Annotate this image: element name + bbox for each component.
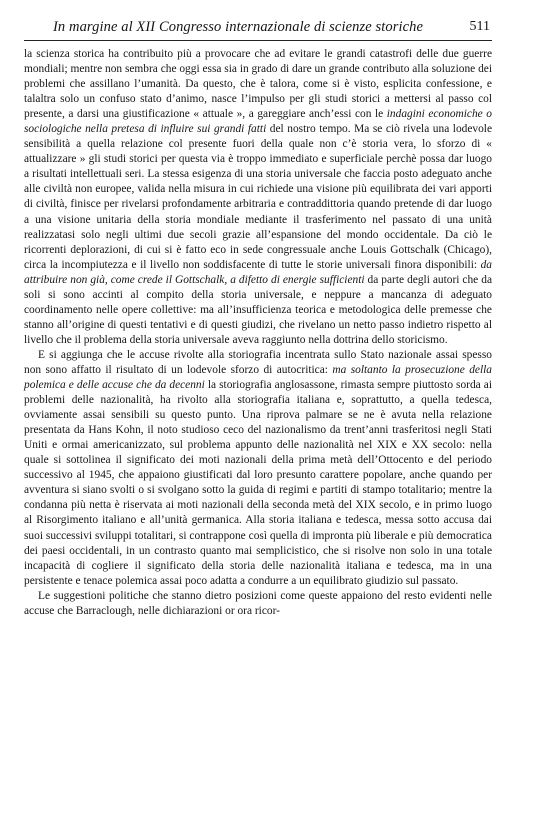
italic-segment: indagini economiche o sociologiche nella pretesa di influire sui grandi fatti	[24, 108, 492, 136]
paragraph-3	[24, 589, 492, 619]
page-number: 511	[469, 19, 490, 34]
document-page	[24, 14, 492, 619]
text-segment: la storiografia anglosassone, rimasta sempre piuttosto sorda ai problemi delle nazionalità, ha rivolto alla storiografia italiana e, soprattutto, a quella tedesca, ovviamente assai sensibili su questo punto. Una riprova palmare se ne è avuta nella relazione presentata da Hans Kohn, il noto studioso ceco del nazionalismo da trent’anni trasferitosi negli Stati Uniti e ormai americanizzato, sul problema appunto delle nazionalità nel XIX e XX secolo: nella quale si sottolinea il significato dei moti nazionali della prima metà dell’Ottocento e del periodo successivo al 1945, che appaiono giustificati dal loro presunto carattere popolare, anche quando per avventura si siano svolti o si svolgano sotto la guida di regimi e partiti di stampo totalitario; mentre la condanna più netta è riservata ai moti nazionali della seconda metà del XIX secolo, e in primo luogo al Risorgimento italiano e all’unità germanica. Alla storia italiana e tedesca, messa sotto accusa dai suoi successivi sviluppi totalitari, si contrappone così quella di impronta più liberale e più democratica dei paesi occidentali, in un contrasto quanto mai semplicistico, che si risolve non solo in una totale incapacità di cogliere il significato della storia delle nazionalità italiana e tedesca, ma in una persistente e tenace polemica assai poco adatta a condurre a un equilibrato giudizio sul passato.	[24, 379, 492, 587]
text-segment: la scienza storica ha contribuito più a provocare che ad evitare le grandi catastrofi delle due guerre mondiali; mentre non sembra che oggi essa sia in grado di dare un grande contributo alla soluzione dei problemi che assillano l’umanità. Da questo, che è talora, come si è visto, esplicita confessione, e talaltra solo un confuso stato d’animo, nasce l’impulso per gli studi storici a mettersi al passo col presente, a darsi una giustificazione « attuale », a gareggiare anch’essi con le	[24, 48, 492, 121]
text-segment: E si aggiunga che le accuse rivolte alla storiografia incentrata sullo Stato nazionale assai spesso non sono affatto il risultato di un lodevole sforzo di autocritica:	[24, 348, 492, 376]
italic-segment: ma soltanto la prosecuzione della polemica e delle accuse che da decenni	[24, 363, 493, 392]
text-segment: del nostro tempo. Ma se ciò rivela una lodevole sensibilità a quella relazione col presente fuori della quale non c’è storia vera, lo sforzo di « attualizzare » gli studi storici per questa via è troppo immediato e superficiale perchè possa dar luogo a risultati intellettuali seri. La stessa esigenza di una storia universale che faccia posto adeguato anche alle civiltà non europee, valida nella misura in cui richiede una visione più equilibrata dei vari apporti di civiltà, finisce per rivelarsi profondamente arbitraria e contraddittoria quando pretende di dar luogo a una visione unitaria della storia mondiale mediante il trasferimento nel passato di una unità realizzatasi solo negli ultimi due secoli grazie all’espansione del mondo occidentale. Da ciò le ricorrenti deplorazioni, di cui si è fatto eco in sede congressuale anche Louis Gottschalk (Chicago), circa la incompiutezza e il livello non soddisfacente di tutte le storie universali finora disponibili:	[24, 123, 493, 271]
text-segment: Le suggestioni politiche che stanno dietro posizioni come queste appaiono del resto evidenti nelle accuse che Barraclough, nelle dichiarazioni or ora ricor-	[24, 589, 492, 617]
running-title: In margine al XII Congresso internazionale di scienze storiche	[53, 19, 423, 35]
paragraph-1	[24, 47, 492, 348]
paragraph-2	[24, 348, 492, 589]
text-segment: da parte degli autori che da soli si sono accinti al compito della storia universale, e neppure a mancanza di adeguato coordinamento nelle opere collettive: ma all’insufficienza teorica e metodologica delle premesse che stanno all’origine di questi tentativi e di questi giudizi, che rivelano un netto passo indietro rispetto al livello che il problema della storia universale aveva raggiunto nella dottrina dello storicismo.	[24, 273, 492, 346]
italic-segment: da attribuire non già, come crede il Gottschalk, a difetto di energie sufficienti	[24, 258, 492, 286]
body-text	[24, 47, 492, 619]
running-header	[24, 14, 492, 41]
